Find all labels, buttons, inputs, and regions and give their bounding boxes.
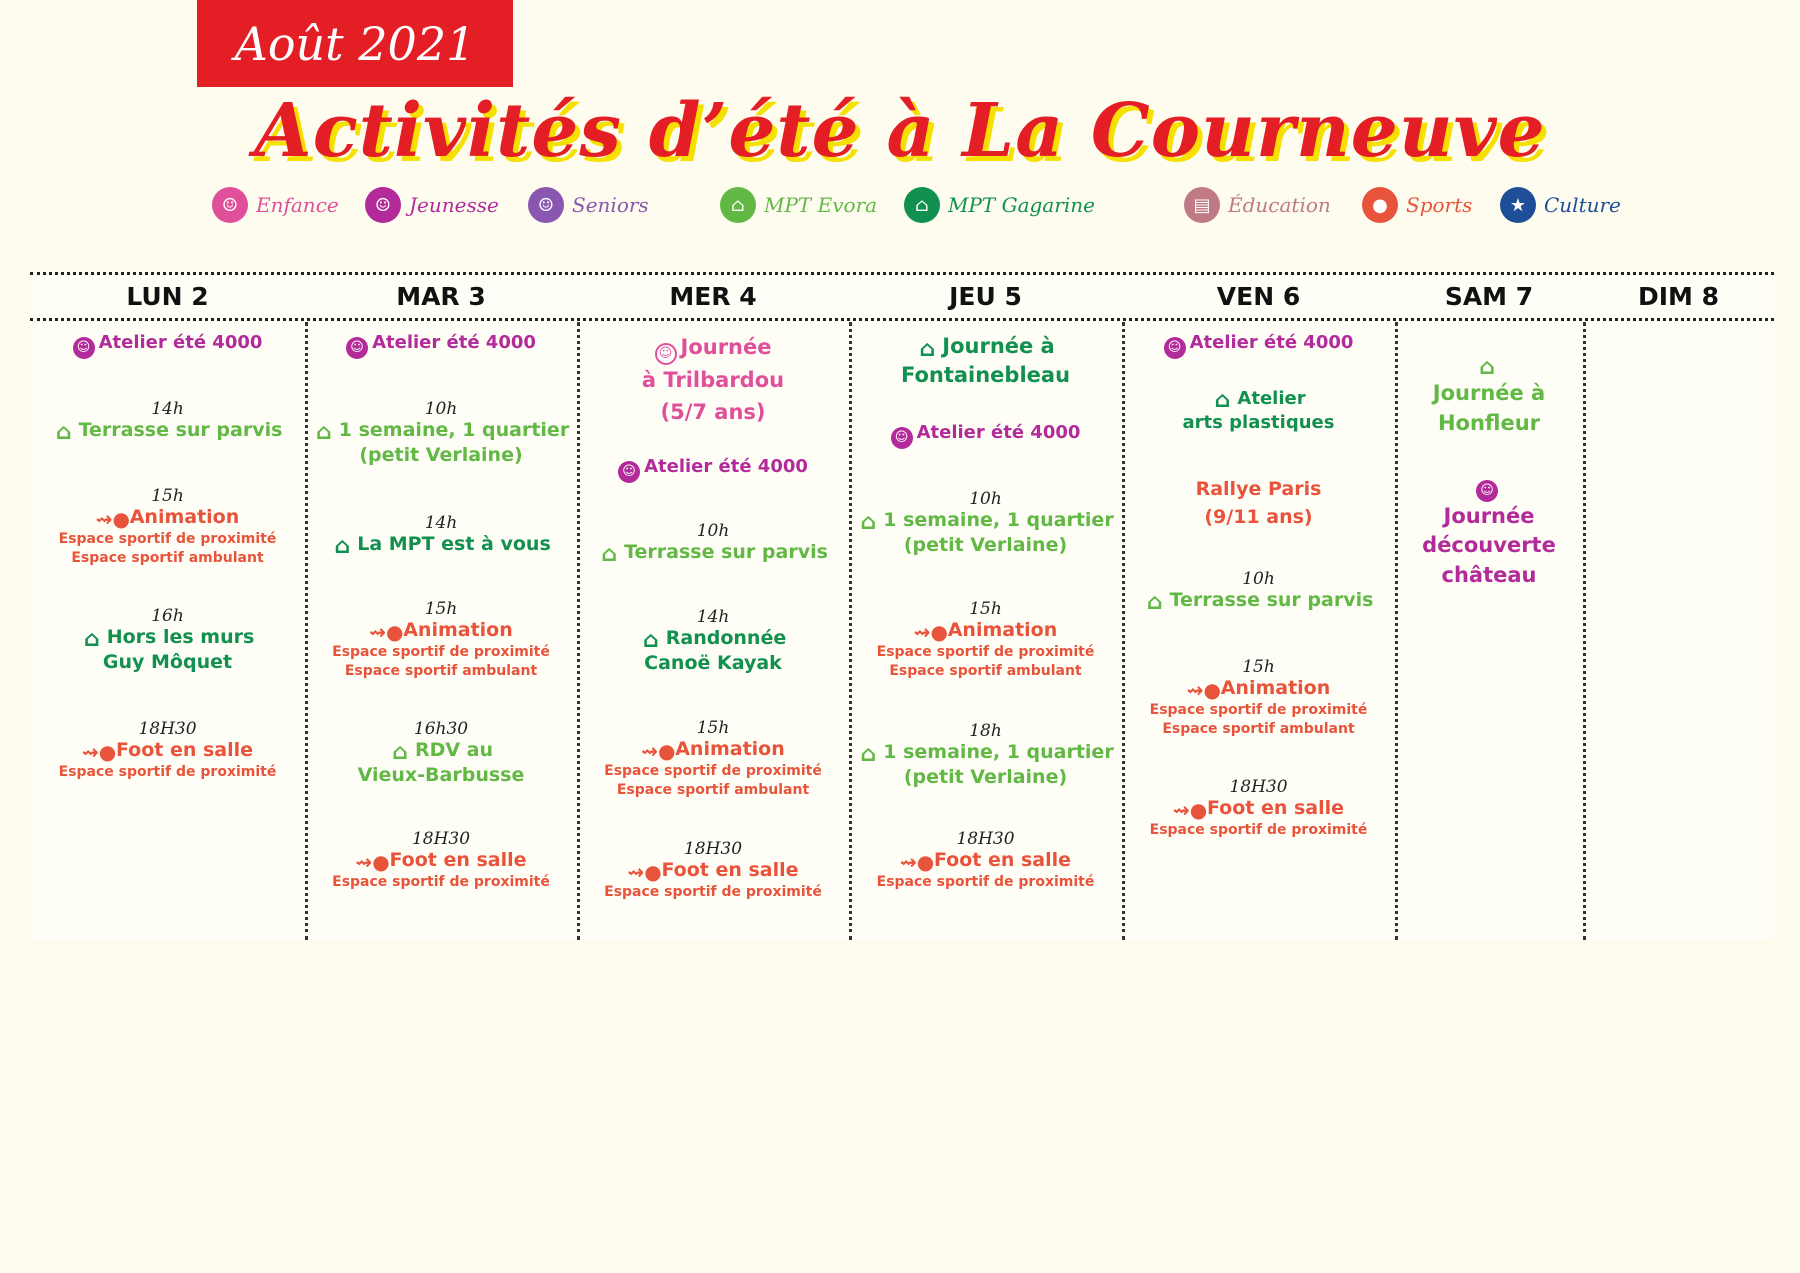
legend-label: MPT Evora [764,193,878,217]
house-icon: ⌂ [1214,388,1231,413]
ball-icon: ⇝● [913,619,948,644]
event-semaine-quartier-2 [849,722,1122,788]
event-location: Espace sportif de proximité [1149,701,1368,718]
book-icon: ▤ [1184,187,1220,223]
ball-icon: ⇝● [1186,677,1221,702]
event-mpt-est-a-vous [305,514,577,558]
event-animation [305,600,577,682]
youth-face-icon: ☺ [73,337,95,359]
event-time: 18H30 [138,719,197,739]
event-location: Espace sportif de proximité [332,643,550,660]
day-column-mer [577,322,849,940]
event-chateau [1395,470,1583,590]
event-title: Terrasse sur parvis [78,418,283,441]
event-location: Espace sportif ambulant [71,550,264,567]
event-time: 15h [969,599,1002,619]
event-title: Atelier [1237,388,1306,409]
event-location: Espace sportif de proximité [332,873,550,890]
youth-face-icon: ☺ [346,337,368,359]
ball-icon: ⇝● [355,849,390,874]
house-icon: ⌂ [860,509,877,535]
event-title: Atelier été 4000 [1189,332,1354,353]
event-atelier [849,422,1122,449]
event-semaine-quartier [305,400,577,466]
event-arts-plastiques [1122,388,1395,434]
event-time: 14h [696,607,730,627]
event-location: Espace sportif ambulant [616,782,810,799]
day-column-dim [1583,322,1774,940]
day-column-sam [1395,322,1583,940]
ball-icon: ⇝● [81,739,117,764]
event-title: Animation [1220,676,1331,699]
legend-jeunesse [365,186,499,224]
event-animation [577,719,849,801]
event-honfleur [1395,350,1583,438]
event-time: 10h [1242,569,1275,589]
month-label: Août 2021 [197,0,513,87]
event-title: Terrasse sur parvis [624,540,828,563]
legend-education [1184,186,1331,224]
event-time: 15h [1242,657,1275,677]
house-icon: ⌂ [55,419,72,445]
child-face-icon: ☺ [655,343,677,365]
house-icon: ⌂ [904,187,940,223]
event-title: Animation [947,618,1058,641]
event-time: 10h [969,489,1002,509]
day-header-sam: SAM 7 [1444,282,1534,311]
event-title-line2: arts plastiques [1182,412,1335,433]
event-time: 10h [424,399,458,419]
house-icon: ⌂ [601,541,617,567]
event-title: Journée à [1432,381,1546,406]
day-column-lun [30,322,305,940]
event-title-line3: château [1441,562,1537,587]
event-title-line2: à Trilbardou [641,368,785,392]
stars-icon: ★ [1500,187,1536,223]
event-title: Animation [403,618,513,641]
event-title: Atelier été 4000 [644,456,808,477]
event-time: 16h30 [413,719,469,739]
event-title: RDV au [414,738,494,761]
event-time: 18H30 [1229,777,1288,797]
event-title: Hors les murs [106,625,255,648]
event-time: 18H30 [956,829,1015,849]
ball-icon: ⇝● [899,849,935,874]
event-title: Journée à [942,334,1055,358]
event-title-line2: Vieux-Barbusse [357,763,525,786]
youth-face-icon: ☺ [891,427,913,449]
ball-icon: ⇝● [627,859,662,884]
legend-label: MPT Gagarine [948,193,1095,217]
event-title: Atelier été 4000 [916,422,1081,443]
house-icon: ⌂ [860,741,877,767]
event-time: 18H30 [411,829,471,849]
legend-label: Sports [1406,193,1473,217]
event-title: Journée [680,335,772,359]
house-icon: ⌂ [392,739,408,765]
page-title: Activités d’été à La Courneuve [254,88,1546,174]
event-title: Journée [1443,504,1535,528]
legend-seniors [528,186,649,224]
house-icon: ⌂ [919,337,936,362]
event-foot [305,830,577,892]
event-title: Foot en salle [661,858,799,881]
event-title-line2: (petit Verlaine) [359,443,523,466]
event-animation [1122,658,1395,740]
day-column-jeu [849,322,1122,940]
event-terrasse [1122,570,1395,614]
child-face-icon: ☺ [212,187,248,223]
event-title: La MPT est à vous [357,532,551,555]
legend-sports [1362,186,1472,224]
ball-icon: ● [1362,187,1398,223]
ball-icon: ⇝● [95,506,130,531]
event-semaine-quartier [849,490,1122,556]
event-time: 14h [151,399,184,419]
event-title: 1 semaine, 1 quartier [338,418,570,441]
event-foot [577,840,849,902]
house-icon: ⌂ [315,419,332,445]
legend-mpt-evora [720,186,877,224]
event-terrasse [577,522,849,566]
event-title-line2: Canoë Kayak [644,651,782,674]
event-trilbardou [577,332,849,428]
event-foot [1122,778,1395,840]
event-time: 14h [424,513,458,533]
event-title-line2: Honfleur [1437,410,1541,435]
event-atelier [1122,332,1395,359]
event-location: Espace sportif de proximité [58,763,277,780]
event-animation [30,487,305,569]
legend-label: Culture [1544,193,1621,217]
event-location: Espace sportif ambulant [1162,721,1355,738]
day-column-ven [1122,322,1395,940]
event-title: Animation [129,505,240,528]
event-title: Rallye Paris [1195,478,1322,500]
event-title: Foot en salle [933,848,1072,871]
event-rallye [1122,476,1395,531]
event-time: 18h [969,721,1002,741]
event-animation [849,600,1122,682]
event-rdv [305,720,577,786]
youth-face-icon: ☺ [1164,337,1186,359]
ball-icon: ⇝● [1172,797,1208,822]
event-location: Espace sportif de proximité [876,873,1095,890]
legend-mpt-gagarine [904,186,1095,224]
event-location: Espace sportif ambulant [889,663,1082,680]
house-icon: ⌂ [334,533,351,559]
day-header-mer: MER 4 [669,282,757,311]
event-time: 15h [424,599,458,619]
day-header-mar: MAR 3 [396,282,486,311]
day-header-lun: LUN 2 [126,282,209,311]
event-fontainebleau [849,332,1122,391]
event-title: Atelier été 4000 [372,332,536,353]
event-title: Terrasse sur parvis [1169,588,1374,611]
event-randonnee [577,608,849,674]
legend-label: Jeunesse [409,193,499,217]
event-atelier [30,332,305,359]
event-time: 18H30 [683,839,743,859]
day-header-dim: DIM 8 [1637,282,1720,311]
event-time: 15h [696,718,730,738]
event-title: 1 semaine, 1 quartier [883,740,1114,763]
event-time: 16h [151,606,184,626]
day-header-jeu: JEU 5 [949,282,1022,311]
house-icon: ⌂ [720,187,756,223]
event-location: Espace sportif de proximité [876,643,1095,660]
event-title: Foot en salle [389,848,527,871]
legend-label: Enfance [256,193,339,217]
legend-enfance [212,186,339,224]
legend-label: Seniors [572,193,649,217]
header-rule [30,318,1774,321]
legend-culture [1500,186,1621,224]
event-hors-les-murs [30,607,305,673]
event-title-line2: Guy Môquet [102,650,233,673]
event-atelier [577,456,849,483]
event-terrasse [30,400,305,444]
event-title: Atelier été 4000 [98,332,263,353]
event-time: 15h [151,486,184,506]
event-title: Randonnée [665,626,787,649]
house-icon: ⌂ [1146,589,1163,615]
event-title-line3: (5/7 ans) [660,399,766,424]
youth-face-icon: ☺ [365,187,401,223]
event-location: Espace sportif de proximité [1149,821,1368,838]
house-icon: ⌂ [83,626,100,652]
event-atelier [305,332,577,359]
event-title-line2: (petit Verlaine) [903,533,1068,556]
event-title: Animation [675,737,785,760]
event-title-line2: Fontainebleau [900,363,1071,388]
day-header-ven: VEN 6 [1216,282,1301,311]
ball-icon: ⇝● [641,738,676,763]
event-title: Foot en salle [115,738,254,761]
event-location: Espace sportif ambulant [344,663,538,680]
legend-label: Éducation [1228,193,1331,217]
ball-icon: ⇝● [369,619,404,644]
event-title-line2: (petit Verlaine) [903,765,1068,788]
event-location: Espace sportif de proximité [604,883,822,900]
event-title-line2: découverte [1422,533,1556,558]
senior-face-icon: ☺ [528,187,564,223]
event-title: 1 semaine, 1 quartier [883,508,1114,531]
youth-face-icon: ☺ [1476,480,1498,502]
event-title-line2: (9/11 ans) [1204,505,1313,528]
event-foot [849,830,1122,892]
event-location: Espace sportif de proximité [604,762,822,779]
event-title: Foot en salle [1206,796,1345,819]
youth-face-icon: ☺ [618,461,640,483]
day-column-mar [305,322,577,940]
top-rule [30,272,1774,275]
house-icon: ⌂ [1479,355,1495,380]
event-foot [30,720,305,782]
event-time: 10h [696,521,730,541]
house-icon: ⌂ [642,627,659,653]
event-location: Espace sportif de proximité [58,530,277,547]
